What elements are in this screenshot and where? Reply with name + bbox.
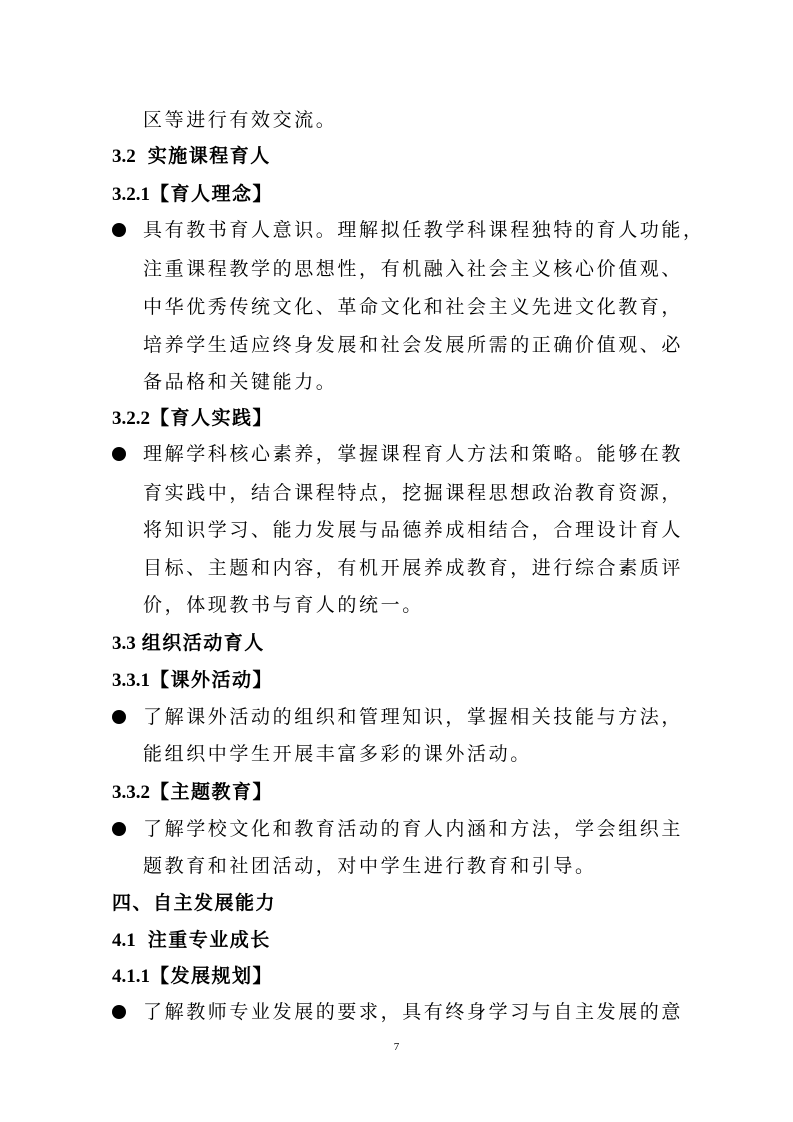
bullet-item-line: 目标、主题和内容，有机开展养成教育，进行综合素质评 [143,557,684,579]
bullet-item-line: 具有教书育人意识。理解拟任教学科课程独特的育人功能， [143,219,705,241]
bullet-item-line: 理解学科核心素养，掌握课程育人方法和策略。能够在教 [143,443,684,465]
bullet-item-line: 育实践中，结合课程特点，挖掘课程思想政治教育资源， [143,482,684,504]
section-number: 4.1.1 [112,966,150,987]
bullet-item-line: 培养学生适应终身发展和社会发展所需的正确价值观、必 [143,334,684,356]
section-title: 实施课程育人 [147,145,271,167]
bullet-icon [112,710,126,724]
subsection-heading-4-1-1 [112,963,273,990]
section-heading-3-2 [112,143,271,170]
bullet-item-line: 注重课程教学的思想性，有机融入社会主义核心价值观、 [143,258,684,280]
section-title: 【育人理念】 [150,183,274,205]
subsection-heading-3-2-1 [112,181,273,208]
bullet-item-line: 中华优秀传统文化、革命文化和社会主义先进文化教育， [143,296,684,318]
section-number: 3.2.2 [112,408,150,429]
subsection-heading-3-3-2 [112,779,273,806]
bullet-item-line: 能组织中学生开展丰富多彩的课外活动。 [143,743,532,765]
bullet-item-line: 了解学校文化和教育活动的育人内涵和方法，学会组织主 [143,818,684,840]
section-number: 3.2 [112,146,136,167]
section-title: 【课外活动】 [150,669,274,691]
section-number: 3.2.1 [112,184,150,205]
section-number: 3.3.1 [112,670,150,691]
body-text-line: 区等进行有效交流。 [143,109,338,131]
section-number: 4.1 [112,930,136,951]
bullet-icon [112,447,126,461]
bullet-icon [112,822,126,836]
section-title: 【发展规划】 [150,965,274,987]
section-title: 【主题教育】 [150,781,274,803]
section-number: 3.3.2 [112,782,150,803]
bullet-item-line: 价，体现教书与育人的统一。 [143,594,424,616]
bullet-icon [112,1005,126,1019]
section-title: 组织活动育人 [141,632,265,654]
section-heading-4-1 [112,927,271,954]
bullet-item-line: 将知识学习、能力发展与品德养成相结合，合理设计育人 [143,519,684,541]
subsection-heading-3-2-2 [112,405,273,432]
bullet-item-line: 了解课外活动的组织和管理知识，掌握相关技能与方法， [143,706,684,728]
section-heading-3-3 [112,630,265,657]
bullet-item-line: 了解教师专业发展的要求，具有终身学习与自主发展的意 [143,1001,684,1023]
chapter-heading-4: 四、自主发展能力 [112,892,277,914]
section-title: 【育人实践】 [150,407,274,429]
section-number: 3.3 [112,633,136,654]
bullet-item-line: 题教育和社团活动，对中学生进行教育和引导。 [143,855,597,877]
section-title: 注重专业成长 [147,929,271,951]
subsection-heading-3-3-1 [112,667,273,694]
bullet-icon [112,223,126,237]
bullet-item-line: 备品格和关键能力。 [143,371,338,393]
page-number: 7 [393,1041,400,1053]
